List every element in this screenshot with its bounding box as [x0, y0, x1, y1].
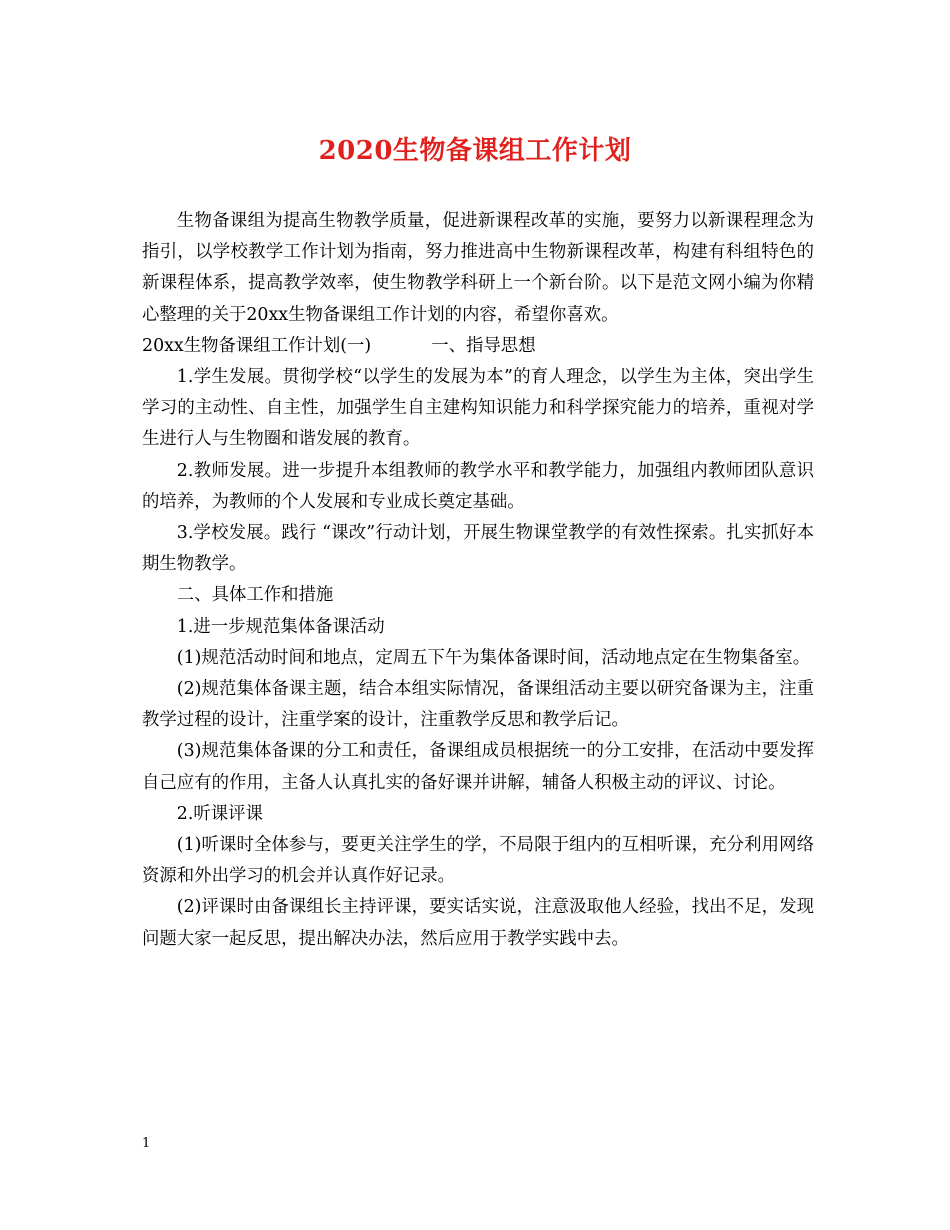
section1-heading: 一、指导思想 [431, 335, 536, 356]
document-body [142, 206, 814, 955]
paragraph-student-development: 1.学生发展。贯彻学校“以学生的发展为本”的育人理念，以学生为主体，突出学生学习的主动性、自主性，加强学生自主建构知识能力和科学探究能力的培养，重视对学生进行人与生物圈和谐发展的教育。 [142, 367, 814, 450]
subsection1-item-3: (3)规范集体备课的分工和责任，备课组成员根据统一的分工安排，在活动中要发挥自己应有的作用，主备人认真扎实的备好课并讲解，辅备人积极主动的评议、讨论。 [142, 741, 814, 793]
subsection2-item-1: (1)听课时全体参与，要更关注学生的学，不局限于组内的互相听课，充分利用网络资源和外出学习的机会并认真作好记录。 [142, 835, 814, 887]
subsection2-item-2: (2)评课时由备课组长主持评课，要实话实说，注意汲取他人经验，找出不足，发现问题大家一起反思，提出解决办法，然后应用于教学实践中去。 [142, 897, 814, 949]
subsection1-item-1: (1)规范活动时间和地点，定周五下午为集体备课时间，活动地点定在生物集备室。 [176, 647, 811, 668]
subsection1-item-2: (2)规范集体备课主题，结合本组实际情况，备课组活动主要以研究备课为主，注重教学过程的设计，注重学案的设计，注重教学反思和教学后记。 [142, 679, 814, 731]
plan-heading: 20xx生物备课组工作计划(一) [142, 335, 372, 356]
subsection2-heading: 2.听课评课 [176, 803, 263, 824]
section2-heading: 二、具体工作和措施 [176, 585, 334, 606]
plan-heading-line [142, 331, 814, 362]
document-title: 2020生物备课组工作计划 [318, 136, 632, 166]
paragraph-teacher-development: 2.教师发展。进一步提升本组教师的教学水平和教学能力，加强组内教师团队意识的培养，为教师的个人发展和专业成长奠定基础。 [142, 460, 814, 512]
paragraph-school-development: 3.学校发展。践行 “课改”行动计划，开展生物课堂教学的有效性探索。扎实抓好本期生物教学。 [142, 523, 814, 575]
page-number: 1 [142, 1136, 151, 1151]
subsection1-heading: 1.进一步规范集体备课活动 [176, 616, 385, 637]
intro-paragraph: 生物备课组为提高生物教学质量，促进新课程改革的实施，要努力以新课程理念为指引，以学校教学工作计划为指南，努力推进高中生物新课程改革，构建有科组特色的新课程体系，提高教学效率，使生物教学科研上一个新台阶。以下是范文网小编为你精心整理的关于20xx生物备课组工作计划的内容，希望你喜欢。 [142, 211, 814, 325]
